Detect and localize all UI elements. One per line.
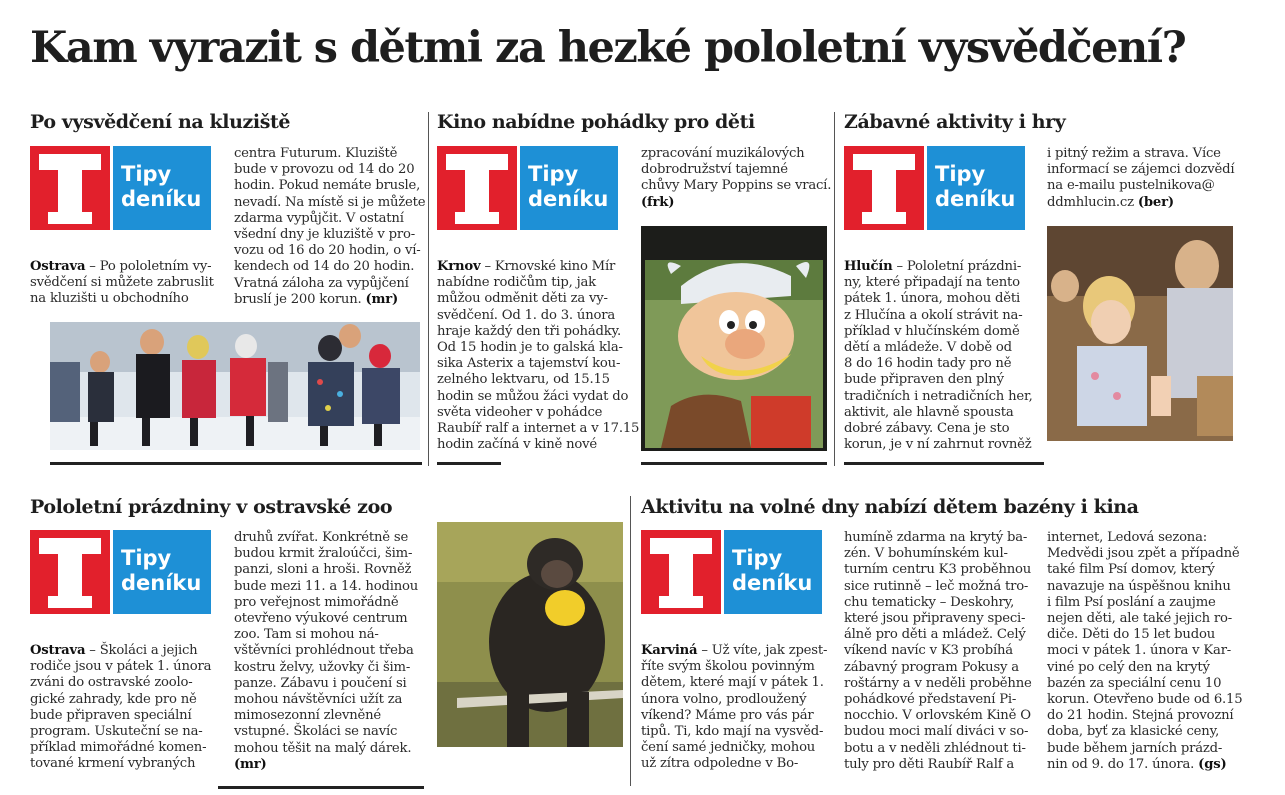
- article-text-zoo-col2: druhů zvířat. Konkrétně se budou krmit žraloúčci, šim- panzi, sloni a hroši. Rovněž bude mezi 11. a 14. hodinou pro veřejnost mimořádně otevřeno výukové centrum zoo. Tam si mohou ná- vštěvníci prohlédnout třeba kostru želvy, užovky či šim- panze. Zábavu i poučení si mohou návštěvníci užít za mimosezonní zlevněné vstupné. Školáci se navíc mohou těšit na malý dárek. (mr): [234, 530, 419, 772]
- article-end-rule: [844, 462, 1044, 465]
- column-divider: [428, 112, 429, 466]
- article-lead-bazeny: Karviná – Už víte, jak zpest- říte svým školou povinným dětem, které mají v pátek 1. února volno, prodloužený víkend? Máme pro vás pár tipů. Ti, kdo mají na vysvěd- čení samé jedničky, mohou už zítra odpoledne v Bo-: [641, 643, 828, 772]
- article-end-rule: [50, 462, 422, 465]
- logo-text: Tipy deníku: [520, 146, 618, 230]
- article-lead-kluziste: Ostrava – Po pololetním vy- svědčení si můžete zabruslit na kluzišti u obchodního: [30, 259, 214, 307]
- page-headline: Kam vyrazit s dětmi za hezké pololetní vysvědčení?: [30, 23, 1186, 73]
- t-logo-icon: [30, 530, 110, 614]
- article-title-aktivity: Zábavné aktivity i hry: [844, 111, 1066, 133]
- article-title-kluziste: Po vysvědčení na kluziště: [30, 111, 291, 133]
- article-text-kino-col2: zpracování muzikálových dobrodružství tajemné chůvy Mary Poppins se vrací. (frk): [641, 146, 832, 210]
- logo-text: Tipy deníku: [113, 530, 211, 614]
- tipy-deniku-logo: [30, 146, 211, 230]
- photo-asterix: [641, 226, 827, 451]
- logo-text: Tipy deníku: [927, 146, 1025, 230]
- photo-children-activity: [1047, 226, 1233, 441]
- logo-text: Tipy deníku: [113, 146, 211, 230]
- article-text-bazeny-col2: humíně zdarma na krytý ba- zén. V bohumínském kul- turním centru K3 proběhnou sice rutinně – leč možná tro- chu tematicky – Deskohry, které jsou připraveny speci- álně pro děti a mládež. Celý víkend navíc v K3 probíhá zábavný program Pokusy a roštárny a v neděli proběhne pohádkové představení Pi- nocchio. V orlovském Kině O budou moci malí diváci v so- botu a v neděli zhlédnout ti- tuly pro děti Raubíř Ralf a: [844, 530, 1032, 772]
- article-end-rule: [641, 462, 827, 465]
- tipy-deniku-logo: [641, 530, 822, 614]
- tipy-deniku-logo: [437, 146, 618, 230]
- article-lead-zoo: Ostrava – Školáci a jejich rodiče jsou v pátek 1. února zváni do ostravské zoolo- gické zahrady, kde pro ně bude připraven speciální program. Uskuteční se na- příklad mimořádné komen- tované krmení vybraných: [30, 643, 212, 772]
- article-title-zoo: Pololetní prázdniny v ostravské zoo: [30, 496, 393, 518]
- article-end-rule: [437, 462, 501, 465]
- photo-chimpanzee: [437, 522, 623, 747]
- column-divider: [834, 112, 835, 466]
- photo-ice-rink: [50, 322, 420, 450]
- article-lead-kino: Krnov – Krnovské kino Mír nabídne rodičům tip, jak můžou odměnit děti za vy- svědčení. Od 1. do 3. února hraje každý den tři pohádky. Od 15 hodin je to galská kla- sika Asterix a tajemství kou- zelného lektvaru, od 15.15 hodin se můžou žáci vydat do světa videoher v pohádce Raubíř ralf a internet a v 17.15 hodin začíná v kině nové: [437, 259, 640, 453]
- article-lead-aktivity: Hlučín – Pololetní prázdni- ny, které připadají na tento pátek 1. února, mohou děti z Hlučína a okolí strávit na- příklad v hlučínském domě dětí a mládeže. V době od 8 do 16 hodin tady pro ně bude připraven den plný tradičních i netradičních her, aktivit, ale hlavně spousta dobré zábavy. Cena je sto korun, je v ní zahrnut rovněž: [844, 259, 1033, 453]
- article-text-aktivity-col2: i pitný režim a strava. Více informací se zájemci dozvědí na e-mailu pustelnikova@ ddmhlucin.cz (ber): [1047, 146, 1235, 210]
- t-logo-icon: [437, 146, 517, 230]
- column-divider: [630, 496, 631, 786]
- article-end-rule: [218, 786, 424, 789]
- t-logo-icon: [641, 530, 721, 614]
- article-title-bazeny: Aktivitu na volné dny nabízí dětem bazény i kina: [641, 496, 1139, 518]
- logo-text: Tipy deníku: [724, 530, 822, 614]
- tipy-deniku-logo: [844, 146, 1025, 230]
- article-text-bazeny-col3: internet, Ledová sezona: Medvědi jsou zpět a případně také film Psí domov, který navazuje na úspěšnou knihu i film Psí poslání a zaujme nejen děti, ale také jejich ro- diče. Děti do 15 let budou moci v pátek 1. února v Kar- viné po celý den na krytý bazén za speciální cenu 10 korun. Otevřeno bude od 6.15 do 21 hodin. Stejná provozní doba, byť za klasické ceny, bude během jarních prázd- nin od 9. do 17. února. (gs): [1047, 530, 1243, 772]
- t-logo-icon: [844, 146, 924, 230]
- article-text-kluziste-col2: centra Futurum. Kluziště bude v provozu od 14 do 20 hodin. Pokud nemáte brusle, nevadí. Na místě si je můžete zdarma vypůjčit. V ostatní všední dny je kluziště v pro- vozu od 16 do 20 hodin, o ví- kendech od 14 do 20 hodin. Vratná záloha za vypůjčení bruslí je 200 korun. (mr): [234, 146, 426, 307]
- article-title-kino: Kino nabídne pohádky pro děti: [437, 111, 755, 133]
- tipy-deniku-logo: [30, 530, 211, 614]
- t-logo-icon: [30, 146, 110, 230]
